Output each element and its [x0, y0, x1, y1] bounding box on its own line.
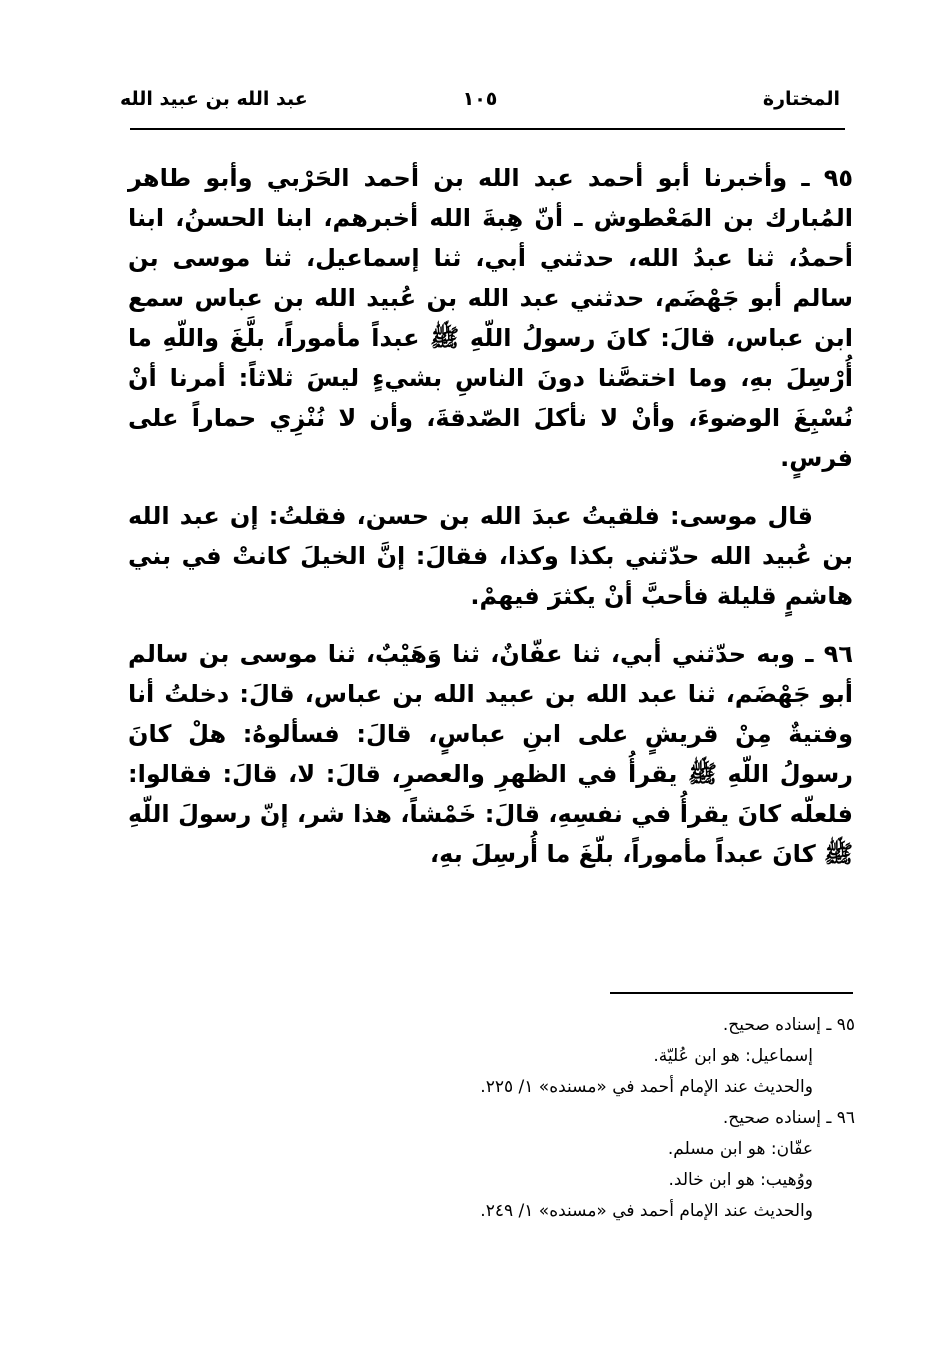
running-head-chapter: عبد الله بن عبيد الله [120, 88, 308, 110]
main-text [128, 158, 853, 874]
footnote-line: ٩٦ ـ إسناده صحيح. [722, 1108, 855, 1128]
footnote-line: ووُهيب: هو ابن خالد. [668, 1170, 813, 1190]
hadith-96-number: ٩٦ [823, 640, 853, 668]
hadith-96-text: ـ وبه حدّثني أبي، ثنا عفّانٌ، ثنا وَهَيْبٌ، ثنا موسى بن سالم أبو جَهْضَم، ثنا عبد الله بن عبيد الله بن عباس، قالَ: دخلتُ أنا وفتيةٌ مِنْ قريشٍ على ابنِ عباسٍ، قالَ: فسألوهُ: هلْ كانَ رسولُ اللّهِ ﷺ يقرأُ في الظهرِ والعصرِ، قالَ: لا، قالَ: فقالوا: فلعلّه كانَ يقرأُ في نفسِهِ، قالَ: خَمْشاً، هذا شر، إنّ رسولَ اللّهِ ﷺ كانَ عبداً مأموراً، بلّغَ ما أُرسِلَ بهِ، [128, 640, 853, 868]
footnote-rule [610, 992, 853, 994]
running-head-book-title: المختارة [762, 88, 840, 110]
running-head [120, 88, 840, 128]
hadith-95-text: ـ وأخبرنا أبو أحمد عبد الله بن أحمد الحَرْبي وأبو طاهر المُبارك بن المَعْطوش ـ أنّ هِبةَ الله أخبرهم، ابنا الحسنُ، ابنا أحمدُ، ثنا عبدُ الله، حدثني أبي، ثنا إسماعيل، ثنا موسى بن سالم أبو جَهْضَم، حدثني عبد الله بن عُبيد الله بن عباس سمع ابن عباس، قالَ: كانَ رسولُ اللّهِ ﷺ عبداً مأموراً، بلَّغَ واللّهِ ما أُرْسِلَ بهِ، وما اختصَّنا دونَ الناسِ بشيءٍ ليسَ ثلاثاً: أمرنا أنْ نُسْبِغَ الوضوءَ، وأنْ لا نأكلَ الصّدقةَ، وأن لا نُنْزِي حماراً على فرسٍ. [128, 164, 853, 472]
footnote-line: إسماعيل: هو ابن عُليّة. [653, 1046, 813, 1066]
page-number: ١٠٥ [462, 88, 498, 110]
hadith-95-addendum: قال موسى: فلقيتُ عبدَ الله بن حسن، فقلتُ: إن عبد الله بن عُبيد الله حدّثني بكذا وكذا، فقالَ: إنَّ الخيلَ كانتْ في بني هاشمٍ قليلة فأحبَّ أنْ يكثرَ فيهمْ. [128, 502, 853, 610]
footnote-line: ٩٥ ـ إسناده صحيح. [722, 1015, 855, 1035]
header-rule [130, 128, 845, 130]
hadith-96 [128, 634, 853, 874]
footnotes [300, 1010, 855, 1227]
footnote-line: عفّان: هو ابن مسلم. [667, 1139, 813, 1159]
hadith-95-number: ٩٥ [823, 164, 853, 192]
footnote-line: والحديث عند الإمام أحمد في «مسنده» ١/ ٢٤٩. [480, 1201, 813, 1221]
hadith-95 [128, 158, 853, 478]
footnote-line: والحديث عند الإمام أحمد في «مسنده» ١/ ٢٢٥. [480, 1077, 813, 1097]
